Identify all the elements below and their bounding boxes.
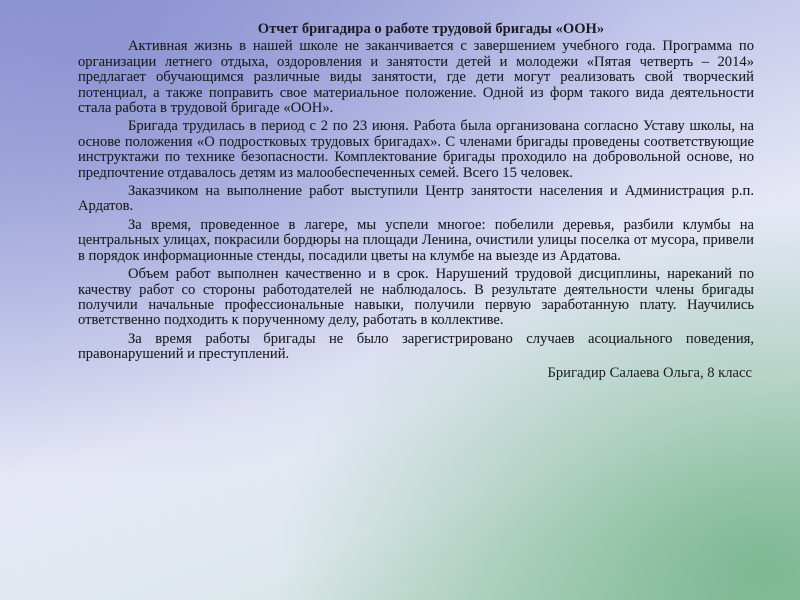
report-title: Отчет бригадира о работе трудовой бригады «ООН» bbox=[257, 21, 605, 37]
report-text bbox=[78, 22, 754, 381]
paragraph-work-done: За время, проведенное в лагере, мы успели многое: побелили деревья, разбили клумбы на центральных улицах, покрасили бордюры на площади Ленина, очистили улицы поселка от мусора, привели в порядок информационные стенды, посадили цветы на клумбе на выезде из Ардатова. bbox=[78, 216, 754, 264]
paragraph-organization: Бригада трудилась в период с 2 по 23 июня. Работа была организована согласно Уставу школы, на основе положения «О подростковых трудовых бригадах». С членами бригады проведены соответствующие инструктажи по технике безопасности. Комплектование бригады проходило на добровольной основе, но предпочтение отдавалось детям из малообеспеченных семей. Всего 15 человек. bbox=[78, 118, 754, 181]
paragraph-discipline: За время работы бригады не было зарегистрировано случаев асоциального поведения, правонарушений и преступлений. bbox=[78, 330, 754, 363]
paragraph-intro: Активная жизнь в нашей школе не заканчивается с завершением учебного года. Программа по организации летнего отдыха, оздоровления и занятости детей и молодежи «Пятая четверть – 2014» предлагает обучающимся различные виды занятости, где дети могут реализовать свой творческий потенциал, а также поправить свое материальное положение. Одной из форм такого вида деятельности стала работа в трудовой бригаде «ООН». bbox=[78, 38, 754, 117]
paragraph-customer: Заказчиком на выполнение работ выступили Центр занятости населения и Администрация р.п. Ардатов. bbox=[78, 183, 754, 215]
paragraph-results: Объем работ выполнен качественно и в срок. Нарушений трудовой дисциплины, нареканий по качеству работ со стороны работодателей не наблюдалось. В результате деятельности члены бригады получили начальные профессиональные навыки, получили первую заработанную плату. Научились ответственно подходить к порученному делу, работать в коллективе. bbox=[78, 266, 754, 329]
signature: Бригадир Салаева Ольга, 8 класс bbox=[547, 364, 752, 381]
